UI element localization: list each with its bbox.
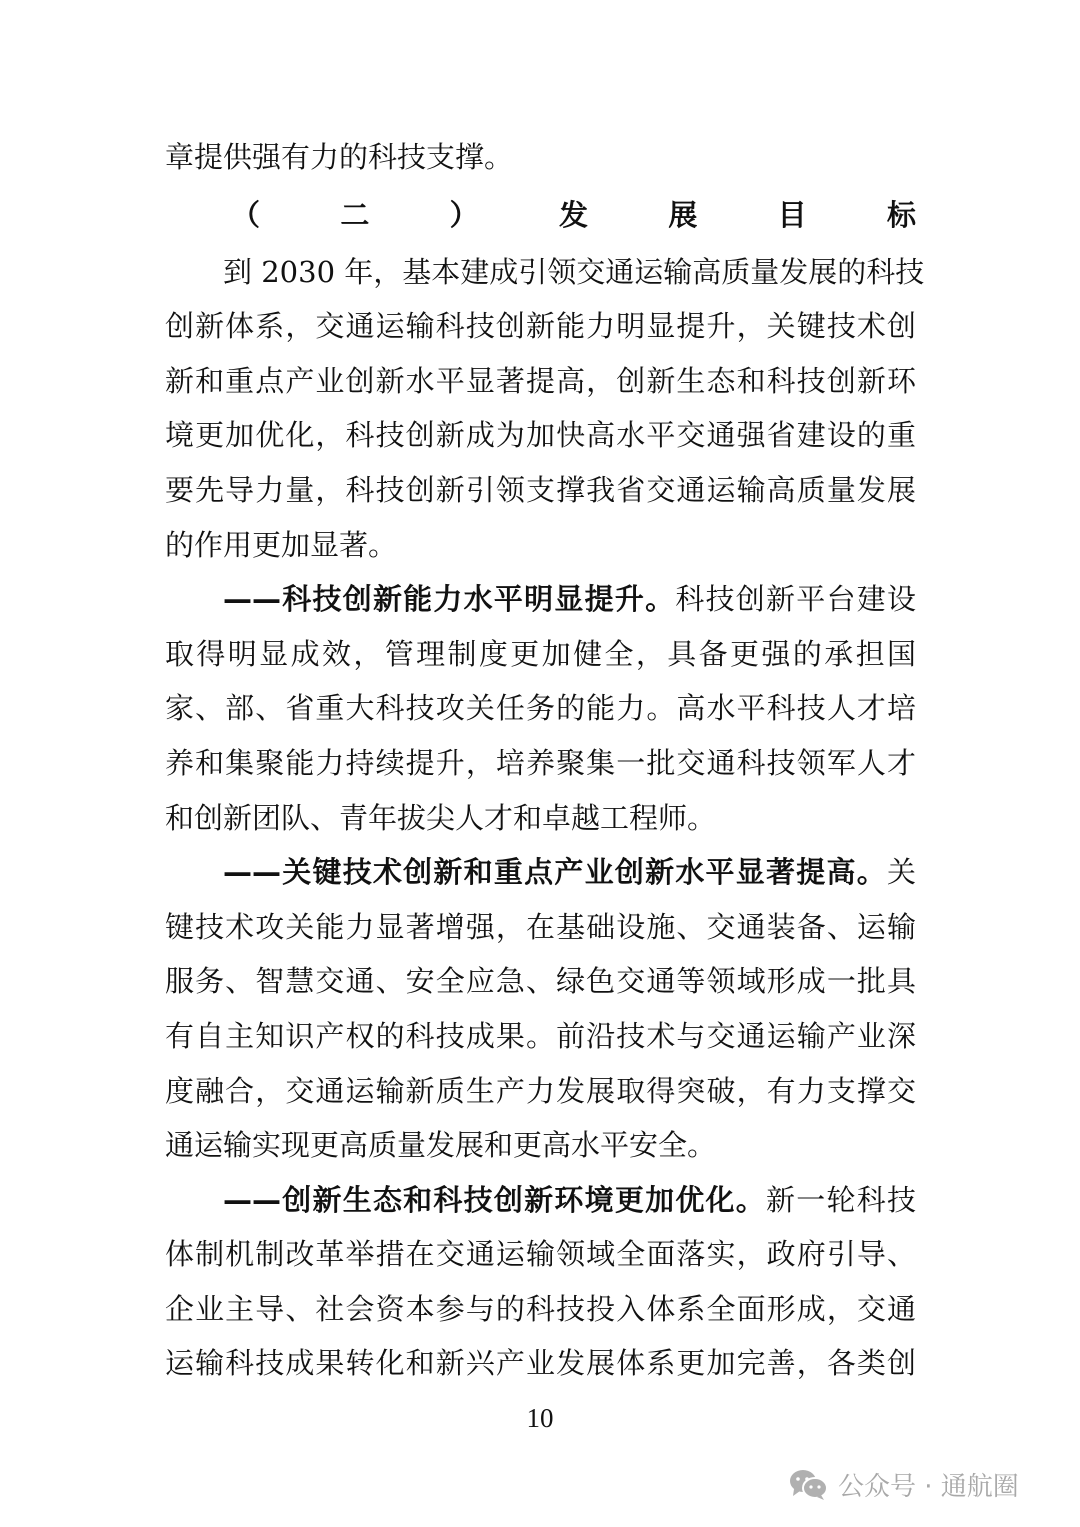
line-text: 科技创新平台建设 <box>675 582 916 617</box>
line-text: 关 <box>886 855 916 890</box>
line-text: 要先导力量，科技创新引领支撑我省交通运输高质量发展 <box>165 472 916 507</box>
text-line <box>165 1227 916 1282</box>
line-text: 的作用更加显著。 <box>165 527 398 562</box>
line-text: 养和集聚能力持续提升，培养聚集一批交通科技领军人才 <box>165 745 916 780</box>
text-line <box>165 1118 916 1173</box>
wechat-icon <box>788 1469 830 1501</box>
text-line <box>165 130 916 185</box>
line-text: 到 2030 年，基本建成引领交通运输高质量发展的科技 <box>223 254 925 289</box>
line-text: 家、部、省重大科技攻关任务的能力。高水平科技人才培 <box>165 691 916 726</box>
text-line <box>165 1173 916 1228</box>
line-text: 度融合，交通运输新质生产力发展取得突破，有力支撑交 <box>165 1073 916 1108</box>
line-text: 服务、智慧交通、安全应急、绿色交通等领域形成一批具 <box>165 964 916 999</box>
text-line <box>165 1064 916 1119</box>
text-line <box>165 1336 916 1391</box>
line-text: 运输科技成果转化和新兴产业发展体系更加完善，各类创 <box>165 1346 916 1381</box>
text-line <box>165 518 916 573</box>
bold-lead: ——科技创新能力水平明显提升。 <box>223 582 676 617</box>
text-line <box>165 463 916 518</box>
page-number: 10 <box>526 1403 554 1433</box>
line-text: 企业主导、社会资本参与的科技投入体系全面形成，交通 <box>165 1291 916 1326</box>
line-text: 有自主知识产权的科技成果。前沿技术与交通运输产业深 <box>165 1018 916 1053</box>
text-line <box>165 245 925 300</box>
text-line <box>165 736 916 791</box>
line-text: 新和重点产业创新水平显著提高，创新生态和科技创新环 <box>165 363 916 398</box>
bold-lead: ——创新生态和科技创新环境更加优化。 <box>223 1182 767 1217</box>
line-text: 体制机制改革举措在交通运输领域全面落实，政府引导、 <box>165 1237 916 1272</box>
line-text: 境更加优化，科技创新成为加快高水平交通强省建设的重 <box>165 418 916 453</box>
line-text: 新一轮科技 <box>766 1182 916 1217</box>
line-text: 取得明显成效，管理制度更加健全，具备更强的承担国 <box>165 636 916 671</box>
document-body <box>165 130 925 1391</box>
watermark <box>788 1466 1019 1503</box>
text-line <box>165 900 916 955</box>
text-line <box>165 845 916 900</box>
section-heading <box>165 185 916 245</box>
text-line <box>165 354 916 409</box>
text-line <box>165 791 916 846</box>
watermark-text: 公众号 · 通航圈 <box>838 1472 1019 1502</box>
text-line <box>165 627 916 682</box>
text-line <box>165 1009 916 1064</box>
bold-lead: ——关键技术创新和重点产业创新水平显著提高。 <box>223 855 887 890</box>
text-line <box>165 408 916 463</box>
text-line <box>165 299 916 354</box>
text-line <box>165 572 916 627</box>
line-text: 章提供强有力的科技支撑。 <box>165 140 514 174</box>
text-line <box>165 1282 916 1337</box>
text-line <box>165 954 916 1009</box>
text-line <box>165 681 916 736</box>
line-text: 通运输实现更高质量发展和更高水平安全。 <box>165 1128 717 1163</box>
line-text: 和创新团队、青年拔尖人才和卓越工程师。 <box>165 800 717 835</box>
line-text: 键技术攻关能力显著增强，在基础设施、交通装备、运输 <box>165 909 916 944</box>
line-text: 创新体系，交通运输科技创新能力明显提升，关键技术创 <box>165 309 916 344</box>
bold-lead: （二）发展目标 <box>231 197 916 232</box>
